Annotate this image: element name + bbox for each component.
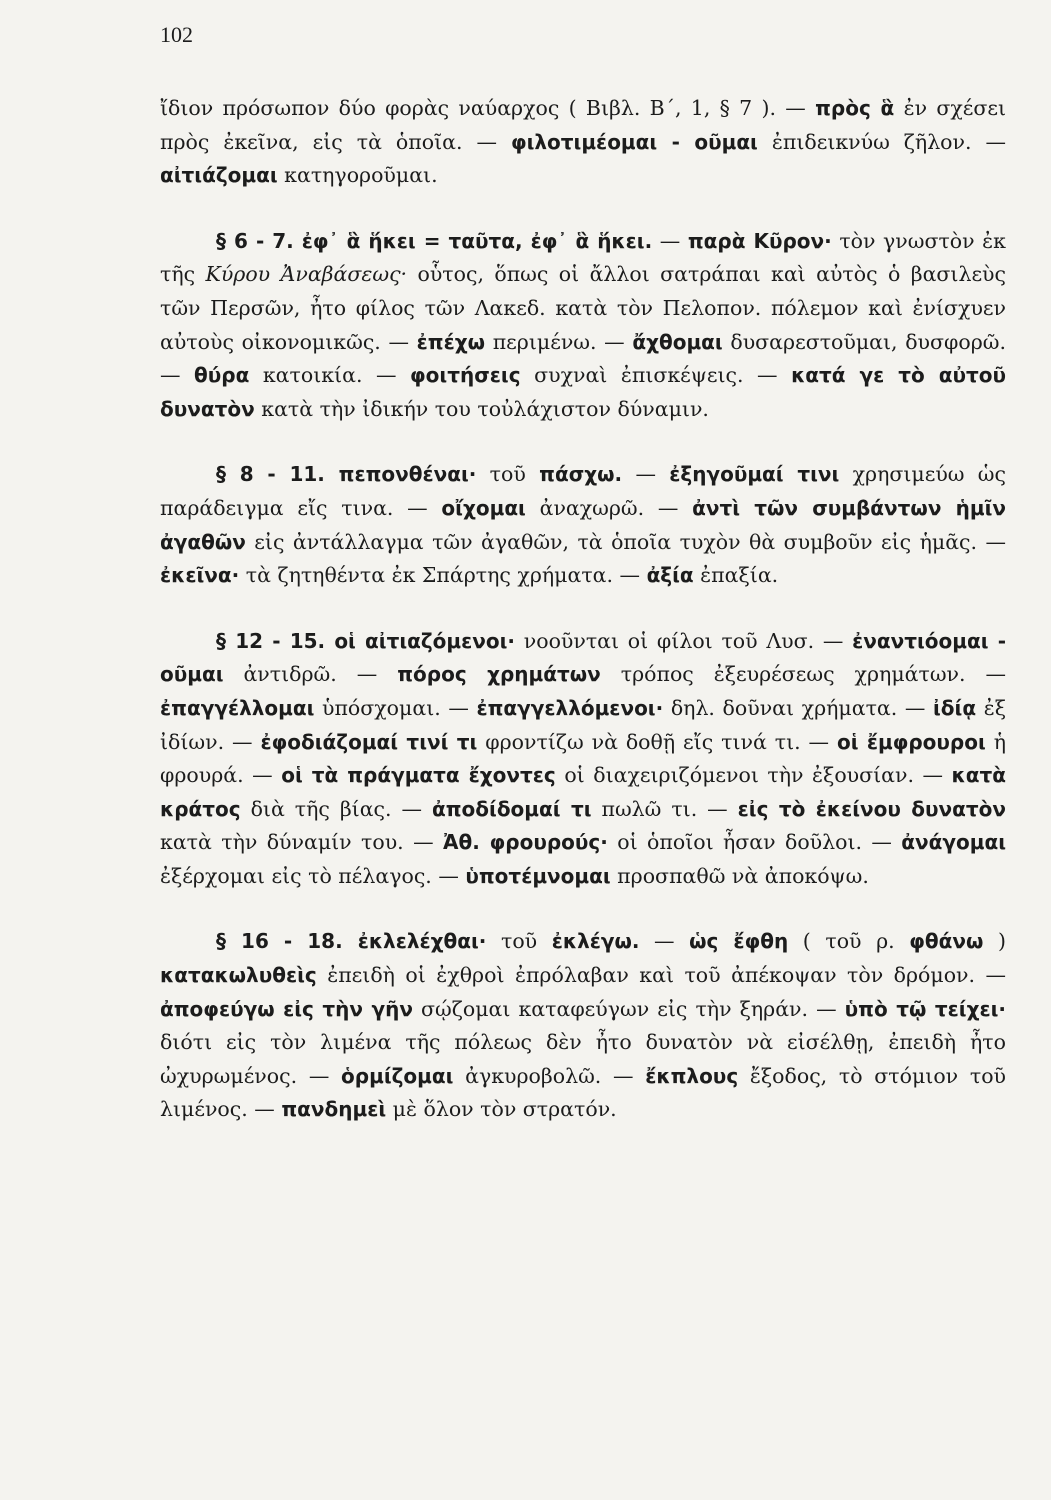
gloss-text: — xyxy=(622,462,670,487)
gloss-text: τὸν γνωστὸν ἐκ τῆς xyxy=(160,228,1006,287)
term-lemma: οἱ ἔμφρουροι xyxy=(836,729,986,754)
term-lemma: φιλοτιμέομαι - οῦμαι xyxy=(510,129,758,154)
term-lemma: παρὰ Κῦρον· xyxy=(687,228,832,253)
term-lemma: πόρος χρημάτων xyxy=(397,662,601,687)
gloss-text: διότι εἰς τὸν λιμένα τῆς πόλεως δὲν ἦτο δυνατὸν νὰ εἰσέλθῃ, ἐπειδὴ ἦτο ὠχυρωμένος. — xyxy=(160,1030,1006,1088)
term-lemma: § 8 - 11. πεπονθέναι· xyxy=(216,462,477,487)
term-lemma: ἀνάγομαι xyxy=(901,830,1007,855)
term-lemma: φοιτήσεις xyxy=(410,363,521,388)
gloss-text: οἱ διαχειριζόμενοι τὴν ἐξουσίαν. — xyxy=(555,763,952,788)
term-lemma: φθάνω xyxy=(909,929,984,954)
gloss-text: ἡ φρουρά. — xyxy=(160,729,1006,788)
term-lemma: πανδημεὶ xyxy=(281,1097,387,1122)
term-lemma: κατὰ κράτος xyxy=(160,763,1006,821)
gloss-text: δυσαρεστοῦμαι, δυσφορῶ. — xyxy=(160,329,1006,388)
paragraph-1 xyxy=(160,225,1006,427)
gloss-text: ἐπιδεικνύω ζῆλον. — xyxy=(757,129,1006,154)
term-lemma: κατά γε τὸ αὐτοῦ δυνατὸν xyxy=(160,363,1006,421)
paragraph-4 xyxy=(160,925,1006,1127)
gloss-text: ὑπόσχομαι. — xyxy=(314,695,477,720)
term-lemma: ἐξηγοῦμαί τινι xyxy=(669,462,840,487)
gloss-text: — xyxy=(639,929,690,954)
gloss-text: κατὰ τὴν δύναμίν του. — xyxy=(160,830,443,855)
term-lemma: ὡς ἔφθη xyxy=(689,929,789,954)
term-lemma: ὑποτέμνομαι xyxy=(465,863,611,888)
term-lemma: ἰδίᾳ xyxy=(933,695,977,720)
term-lemma: ἀποφεύγω εἰς τὴν γῆν xyxy=(160,996,413,1021)
term-lemma: ἔκπλους xyxy=(645,1063,739,1088)
term-lemma: πρὸς ἃ xyxy=(815,96,895,120)
gloss-text: συχναὶ ἐπισκέψεις. — xyxy=(520,363,792,388)
term-lemma: ἐκλέγω. xyxy=(551,929,640,954)
gloss-text: τρόπος ἐξευρέσεως χρημάτων. — xyxy=(600,662,1006,687)
gloss-text: κατηγοροῦμαι. xyxy=(277,163,438,188)
gloss-text: τοῦ xyxy=(476,462,540,487)
term-lemma: ἐναντιόομαι - οῦμαι xyxy=(160,628,1006,687)
gloss-text: ἔξοδος, τὸ στόμιον τοῦ λιμένος. — xyxy=(160,1063,1007,1122)
gloss-text: φροντίζω νὰ δοθῇ εἴς τινά τι. — xyxy=(477,729,837,754)
gloss-text: ( τοῦ ρ. xyxy=(788,929,910,954)
gloss-text: μὲ ὅλον τὸν στρατόν. xyxy=(386,1097,617,1122)
gloss-text: τὰ ζητηθέντα ἐκ Σπάρτης χρήματα. — xyxy=(239,563,647,588)
gloss-text: ἴδιον πρόσωπον δύο φορὰς ναύαρχος ( Βιβλ. Β΄, 1, § 7 ). — xyxy=(160,96,816,120)
gloss-text: ἐπαξία. xyxy=(693,563,779,588)
gloss-text: οἱ ὁποῖοι ἦσαν δοῦλοι. — xyxy=(607,830,902,855)
term-lemma: οἱ τὰ πράγματα ἔχοντες xyxy=(281,763,556,788)
gloss-text: τοῦ xyxy=(486,929,552,954)
term-lemma: § 16 - 18. ἐκλελέχθαι· xyxy=(216,929,487,954)
term-lemma: ἐφοδιάζομαί τινί τι xyxy=(260,729,478,754)
gloss-text: πωλῶ τι. — xyxy=(591,796,738,821)
term-lemma: θύρα xyxy=(194,363,250,388)
gloss-text: χρησιμεύω ὡς παράδειγμα εἴς τινα. — xyxy=(160,462,1006,520)
gloss-text: δηλ. δοῦναι χρήματα. — xyxy=(663,695,934,720)
term-lemma: ὁρμίζομαι xyxy=(341,1063,454,1088)
term-lemma: ἐπαγγελλόμενοι· xyxy=(476,695,664,720)
gloss-text: περιμένω. — xyxy=(485,329,633,354)
gloss-text: οὗτος, ὅπως οἱ ἄλλοι σατράπαι καὶ αὐτὸς ὁ βασιλεὺς τῶν Περσῶν, ἦτο φίλος τῶν Λακεδ. κατὰ τὸν Πελοπον. πόλεμον καὶ ἐνίσχυεν αὐτοὺς οἰκονομικῶς. — xyxy=(160,262,1007,354)
term-lemma: ἀξία xyxy=(646,563,694,588)
gloss-text: ἀγκυροβολῶ. — xyxy=(453,1063,646,1088)
term-lemma: ἐπαγγέλλομαι xyxy=(160,695,315,720)
page-number: 102 xyxy=(160,22,193,47)
term-lemma: κατακωλυθεὶς xyxy=(160,963,317,988)
gloss-text: διὰ τῆς βίας. — xyxy=(240,796,432,821)
commentary-body xyxy=(160,92,1006,1127)
gloss-text: ἀναχωρῶ. — xyxy=(525,495,693,520)
paragraph-3 xyxy=(160,625,1006,894)
term-lemma: ἀντὶ τῶν συμβάντων ἡμῖν ἀγαθῶν xyxy=(160,495,1006,554)
term-lemma: ἀποδίδομαί τι xyxy=(431,796,592,821)
term-lemma: ἐπέχω xyxy=(416,329,486,354)
paragraph-2 xyxy=(160,458,1006,592)
gloss-text: νοοῦνται οἱ φίλοι τοῦ Λυσ. — xyxy=(515,628,853,653)
gloss-text: — xyxy=(652,228,688,253)
term-lemma: αἰτιάζομαι xyxy=(160,163,278,188)
gloss-text: ) xyxy=(983,929,1006,954)
gloss-text: ἐξ ἰδίων. — xyxy=(160,695,1006,754)
term-lemma: εἰς τὸ ἐκείνου δυνατὸν xyxy=(737,796,1007,821)
paragraph-0 xyxy=(160,92,1006,193)
term-lemma: ἄχθομαι xyxy=(632,329,723,354)
term-lemma: § 6 - 7. ἐφ᾽ ἃ ἥκει = ταῦτα, ἐφ᾽ ἃ ἥκει. xyxy=(216,228,653,253)
term-lemma: πάσχω. xyxy=(539,462,623,487)
gloss-text: ἀντιδρῶ. — xyxy=(223,662,398,687)
term-lemma: ἐκεῖνα· xyxy=(160,563,240,588)
gloss-text: ἐπειδὴ οἱ ἐχθροὶ ἐπρόλαβαν καὶ τοῦ ἀπέκοψαν τὸν δρόμον. — xyxy=(316,963,1006,988)
gloss-text: σῴζομαι καταφεύγων εἰς τὴν ξηράν. — xyxy=(413,996,845,1021)
italic-title: Κύρου Ἀναβάσεως· xyxy=(205,262,408,287)
gloss-text: κατοικία. — xyxy=(249,363,411,388)
gloss-text: ἐξέρχομαι εἰς τὸ πέλαγος. — xyxy=(160,863,466,888)
term-lemma: Ἀθ. φρουρούς· xyxy=(442,830,608,855)
gloss-text: ἐν σχέσει πρὸς ἐκεῖνα, εἰς τὰ ὁποῖα. — xyxy=(160,96,1007,154)
term-lemma: § 12 - 15. οἱ αἰτιαζόμενοι· xyxy=(216,628,516,653)
gloss-text: εἰς ἀντάλλαγμα τῶν ἀγαθῶν, τὰ ὁποῖα τυχὸν θὰ συμβοῦν εἰς ἡμᾶς. — xyxy=(245,529,1006,554)
gloss-text: κατὰ τὴν ἰδικήν του τοὐλάχιστον δύναμιν. xyxy=(254,396,709,421)
term-lemma: ὑπὸ τῷ τείχει· xyxy=(844,996,1006,1021)
gloss-text: προσπαθῶ νὰ ἀποκόψω. xyxy=(610,863,869,888)
term-lemma: οἴχομαι xyxy=(441,495,526,520)
